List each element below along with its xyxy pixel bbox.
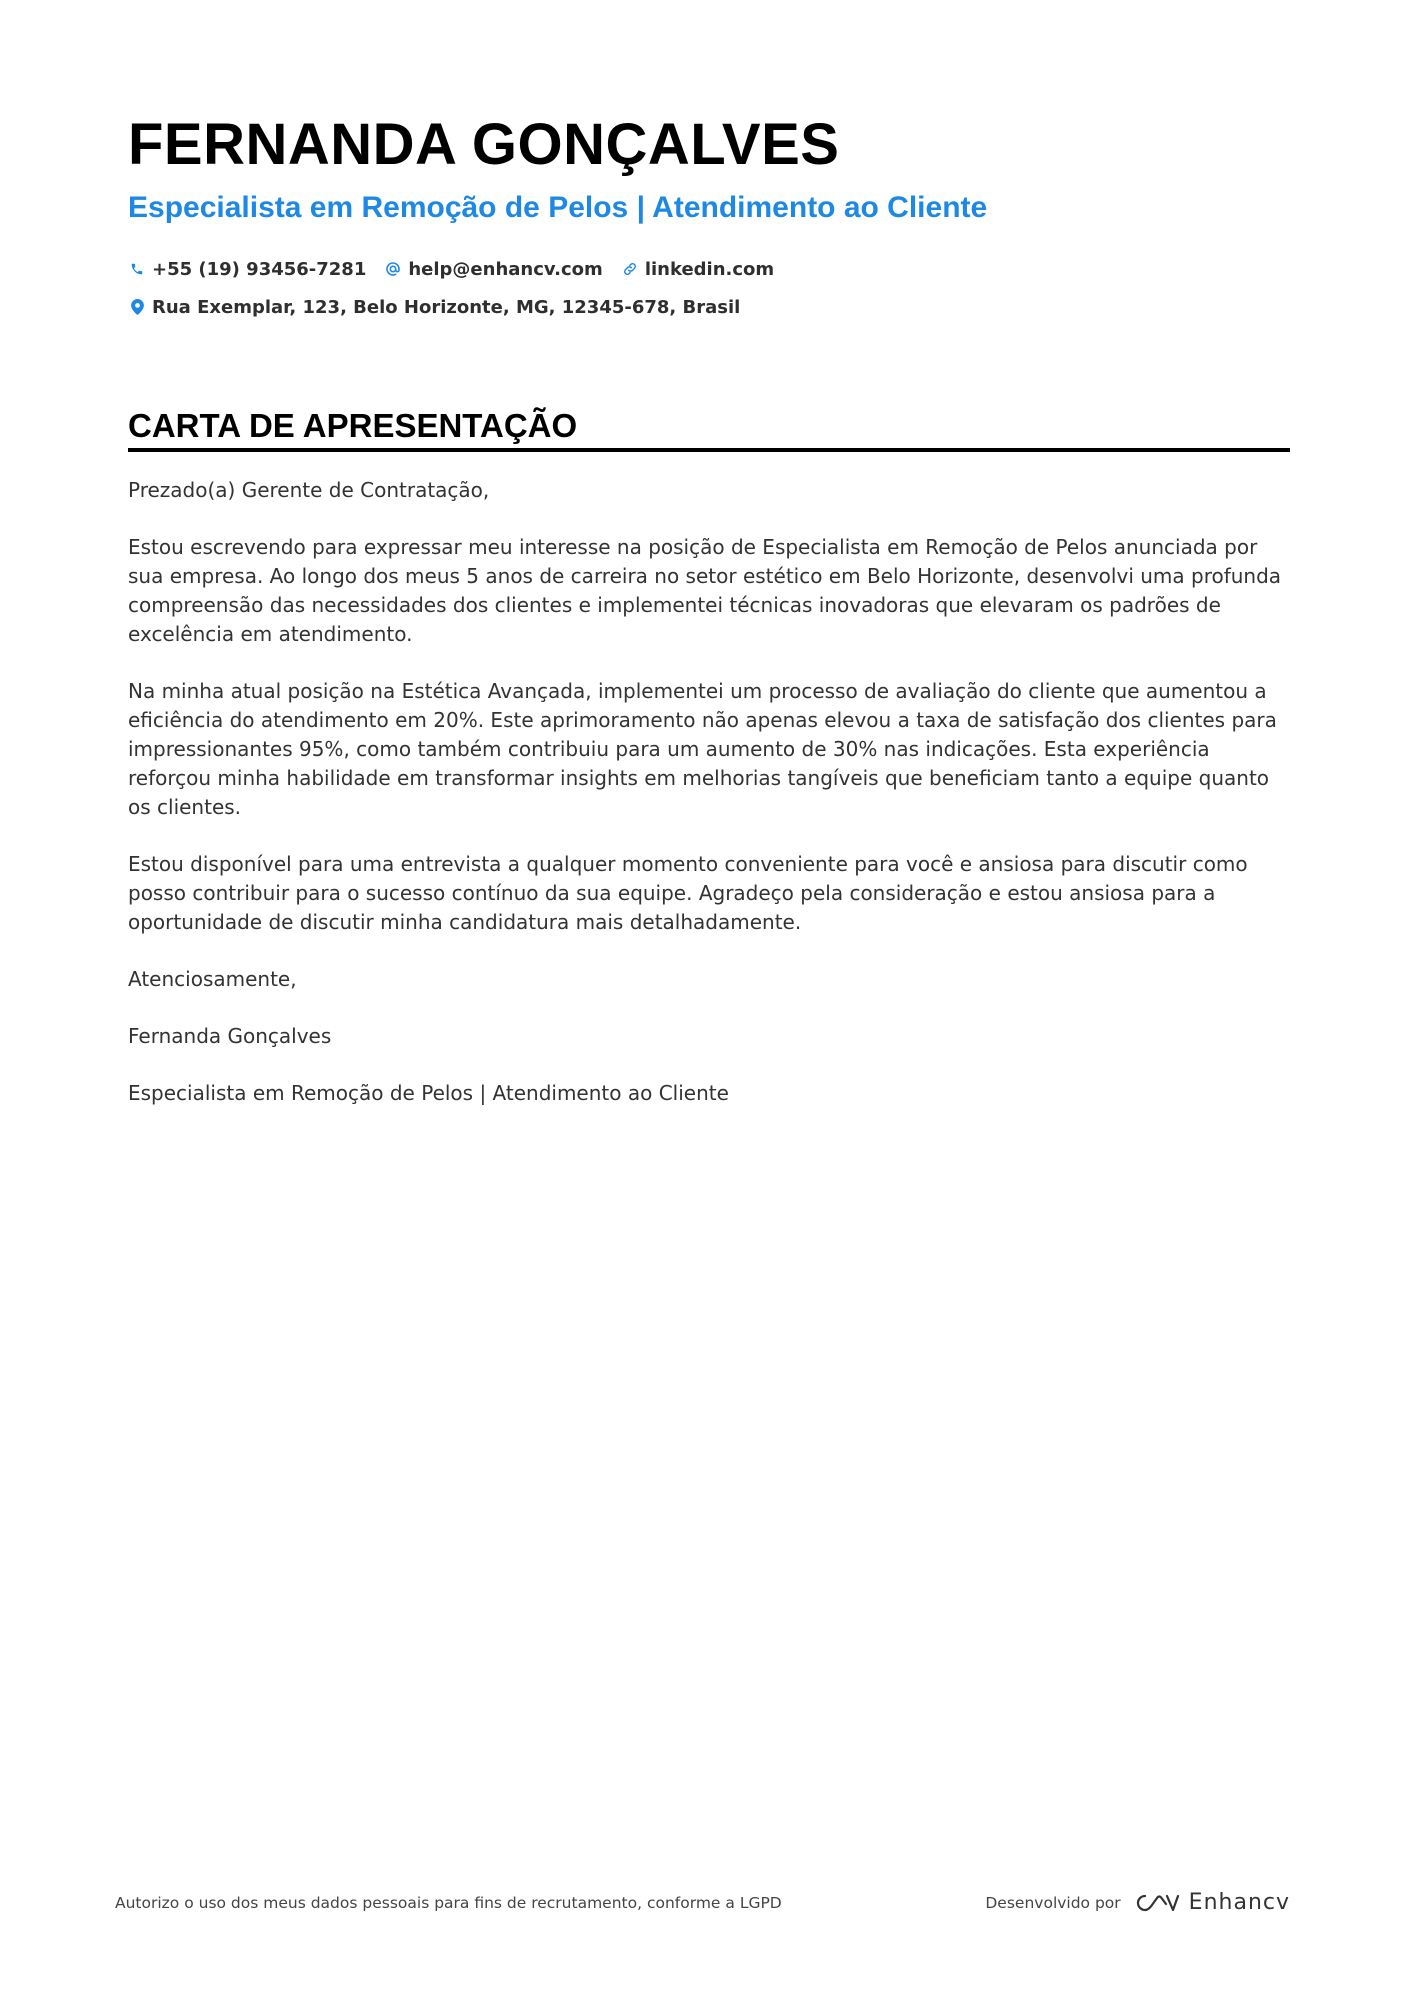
contact-row-secondary	[128, 288, 1290, 326]
powered-by[interactable]	[985, 1890, 1290, 1915]
phone-text: +55 (19) 93456-7281	[152, 258, 367, 280]
at-icon	[384, 260, 402, 278]
consent-text: Autorizo o uso dos meus dados pessoais para fins de recrutamento, conforme a LGPD	[115, 1893, 782, 1912]
powered-by-label: Desenvolvido por	[985, 1893, 1121, 1912]
brand-name: Enhancv	[1188, 1890, 1290, 1915]
page-footer	[115, 1890, 1290, 1915]
letter-greeting: Prezado(a) Gerente de Contratação,	[128, 478, 490, 502]
candidate-headline: Especialista em Remoção de Pelos | Atendimento ao Cliente	[128, 191, 988, 224]
contact-phone[interactable]	[128, 259, 366, 280]
candidate-name: FERNANDA GONÇALVES	[128, 112, 840, 177]
contact-row-primary	[128, 250, 1290, 288]
signature-title: Especialista em Remoção de Pelos | Atendimento ao Cliente	[128, 1081, 729, 1105]
contact-info	[128, 250, 1290, 326]
contact-address	[128, 297, 740, 318]
address-text: Rua Exemplar, 123, Belo Horizonte, MG, 12345-678, Brasil	[152, 296, 741, 318]
link-icon	[621, 260, 639, 278]
letter-paragraph: Estou disponível para uma entrevista a qualquer momento conveniente para você e ansiosa para discutir como posso contribuir para o sucesso contínuo da sua equipe. Agradeço pela consideração e estou ansiosa para a oportunidade de discutir minha candidatura mais detalhadamente.	[128, 852, 1248, 934]
section-title: CARTA DE APRESENTAÇÃO	[128, 406, 1290, 452]
phone-icon	[128, 260, 146, 278]
letter-closing: Atenciosamente,	[128, 967, 297, 991]
linkedin-text: linkedin.com	[644, 258, 775, 280]
contact-linkedin[interactable]	[621, 259, 774, 280]
letter-paragraph: Na minha atual posição na Estética Avançada, implementei um processo de avaliação do cliente que aumentou a eficiência do atendimento em 20%. Este aprimoramento não apenas elevou a taxa de satisfação dos clientes para impressionantes 95%, como também contribuiu para um aumento de 30% nas indicações. Esta experiência reforçou minha habilidade em transformar insights em melhorias tangíveis que beneficiam tanto a equipe quanto os clientes.	[128, 679, 1277, 819]
cover-letter-page	[128, 110, 1290, 1136]
email-text: help@enhancv.com	[408, 258, 603, 280]
location-pin-icon	[128, 298, 146, 316]
enhancv-logo-icon	[1133, 1891, 1179, 1915]
letter-body	[128, 476, 1290, 1108]
contact-email[interactable]	[384, 259, 602, 280]
signature-name: Fernanda Gonçalves	[128, 1024, 332, 1048]
letter-paragraph: Estou escrevendo para expressar meu interesse na posição de Especialista em Remoção de Pelos anunciada por sua empresa. Ao longo dos meus 5 anos de carreira no setor estético em Belo Horizonte, desenvolvi uma profunda compreensão das necessidades dos clientes e implementei técnicas inovadoras que elevaram os padrões de excelência em atendimento.	[128, 535, 1282, 646]
